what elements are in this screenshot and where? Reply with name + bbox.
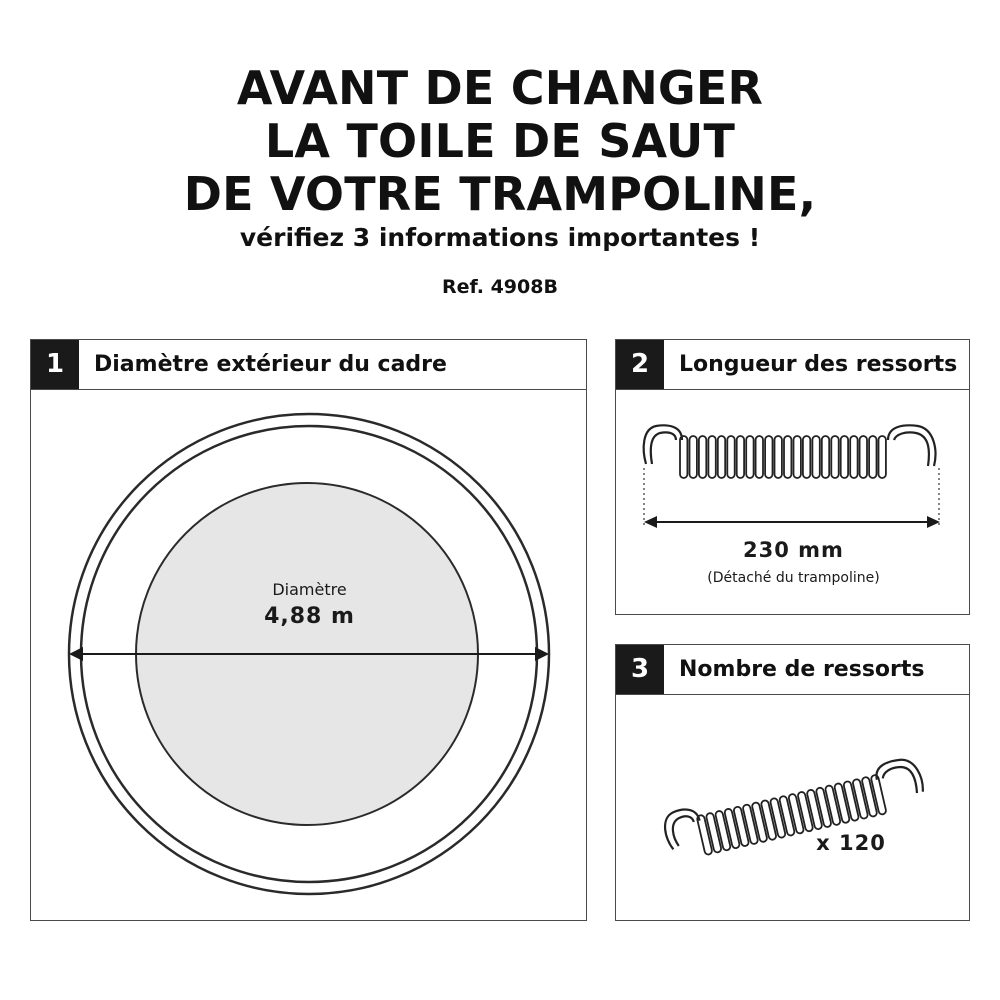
spring-coil [708,436,715,478]
spring-coil [690,436,697,478]
panel-spring-count [615,644,970,921]
spring-coil [727,436,734,478]
spring-count-value: x 120 [816,831,886,855]
header [0,62,1000,255]
spring-coil [850,436,857,478]
spring-coil [775,436,782,478]
spring-coil [879,436,886,478]
spring-hook-left [644,425,682,464]
spring-coil [756,436,763,478]
spring-coil [803,436,810,478]
double-arrow-icon [644,516,940,528]
panel-title: Longueur des ressorts [679,352,958,377]
reference-code: Ref. 4908B [442,276,558,298]
panel-frame-diameter [30,339,587,921]
step-number-badge: 2 [616,340,664,389]
spring-coil [680,436,687,478]
trampoline-frame-icon [31,340,588,922]
step-number-badge: 1 [31,340,79,389]
spring-coil [765,436,772,478]
spring-length-note: (Détaché du trampoline) [707,570,880,586]
spring-length-value: 230 mm [743,538,844,562]
spring-coil [860,436,867,478]
panel-title: Nombre de ressorts [679,657,925,682]
panel-title: Diamètre extérieur du cadre [94,352,447,377]
spring-coil [794,436,801,478]
spring-coil [737,436,744,478]
title-line-3: DE VOTRE TRAMPOLINE, [183,167,817,221]
spring-hook-right [888,425,935,466]
diameter-label: Diamètre [272,580,347,599]
spring-coil [746,436,753,478]
spring-coil [822,436,829,478]
spring-coils [680,436,886,478]
step-number-badge: 3 [616,645,664,694]
spring-coil [699,436,706,478]
spring-coil [869,436,876,478]
title-line-2: LA TOILE DE SAUT [264,114,736,168]
spring-coil [784,436,791,478]
diameter-value: 4,88 m [264,604,355,629]
spring-coil [831,436,838,478]
spring-coil [841,436,848,478]
spring-hook-left [661,806,704,850]
subtitle: vérifiez 3 informations importantes ! [239,223,761,252]
panel-spring-length [615,339,970,615]
spring-icon [616,645,971,922]
title-line-1: AVANT DE CHANGER [236,61,764,115]
spring-coil [812,436,819,478]
spring-coil [718,436,725,478]
